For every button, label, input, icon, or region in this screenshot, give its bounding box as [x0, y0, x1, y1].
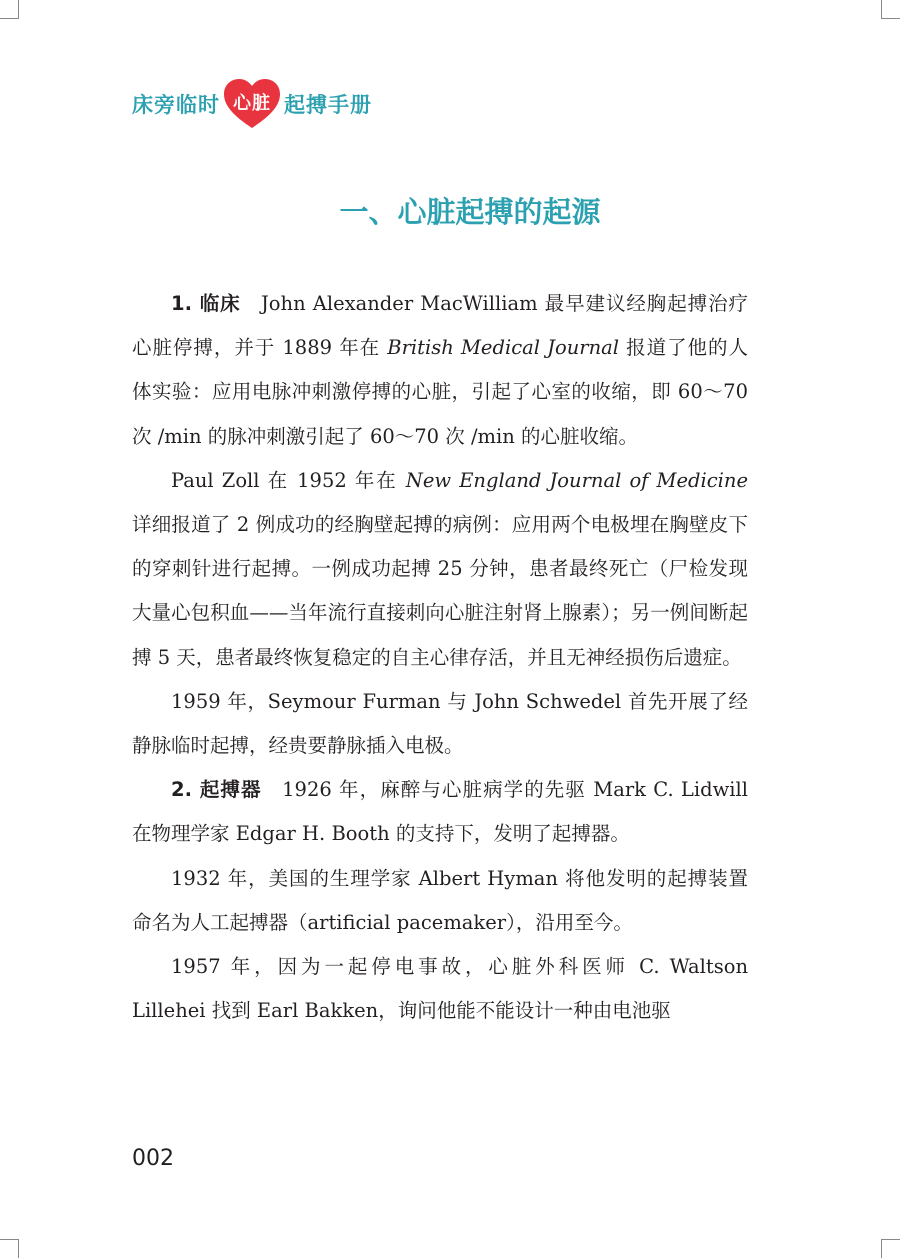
text-segment: 报道了他的人体实验：应用电脉冲刺激停搏的心脏，引起了心室的收缩，即 60～70 次 /min 的脉冲刺激引起了 60～70 次 /min 的心脏收缩。 — [132, 336, 748, 448]
crop-mark-bottom-right — [881, 1239, 900, 1258]
paragraph — [132, 282, 748, 459]
header-left-text: 床旁临时 — [132, 93, 220, 117]
paragraph — [132, 459, 748, 680]
heart-icon — [222, 78, 282, 130]
text-segment: Paul Zoll 在 1952 年在 — [171, 468, 406, 492]
text-segment: 1926 年，麻醉与心脏病学的先驱 Mark C. Lidwill 在物理学家 Edgar H. Booth 的支持下，发明了起搏器。 — [132, 778, 748, 846]
paragraph — [132, 945, 748, 1033]
text-segment: 详细报道了 2 例成功的经胸壁起搏的病例：应用两个电极埋在胸壁皮下的穿刺针进行起搏。一例成功起搏 25 分钟，患者最终死亡（尸检发现大量心包积血——当年流行直接刺向心脏注射肾上腺素）；另一例间断起搏 5 天，患者最终恢复稳定的自主心律存活，并且无神经损伤后遗症。 — [132, 513, 748, 669]
paragraph-lead: 2. 起搏器 — [171, 778, 262, 802]
page-number: 002 — [132, 1146, 174, 1171]
crop-mark-bottom-left — [0, 1239, 19, 1258]
text-segment: 1957 年，因为一起停电事故，心脏外科医师 C. Waltson Lillehei 找到 Earl Bakken，询问他能不能设计一种由电池驱 — [132, 955, 748, 1023]
body-text — [132, 282, 748, 1033]
text-segment: 1959 年，Seymour Furman 与 John Schwedel 首先开展了经静脉临时起搏，经贵要静脉插入电极。 — [132, 689, 748, 758]
text-segment: John Alexander MacWilliam 最早建议经胸起搏治疗心脏停搏，并于 1889 年在 — [132, 292, 749, 360]
paragraph-lead: 1. 临床 — [171, 292, 241, 315]
text-segment: 1932 年，美国的生理学家 Albert Hyman 将他发明的起搏装置命名为人工起搏器（artificial pacemaker），沿用至今。 — [132, 866, 748, 934]
header-right-text: 起搏手册 — [284, 93, 372, 117]
paragraph — [132, 857, 748, 945]
section-title: 一、心脏起搏的起源 — [339, 195, 601, 229]
crop-mark-top-left — [0, 0, 19, 19]
header-heart-text: 心脏 — [233, 93, 271, 114]
paragraph — [132, 768, 748, 856]
crop-mark-top-right — [881, 0, 900, 19]
paragraph — [132, 680, 748, 768]
journal-title: British Medical Journal — [387, 336, 619, 360]
running-header — [132, 78, 372, 130]
journal-title: New England Journal of Medicine — [405, 468, 748, 492]
